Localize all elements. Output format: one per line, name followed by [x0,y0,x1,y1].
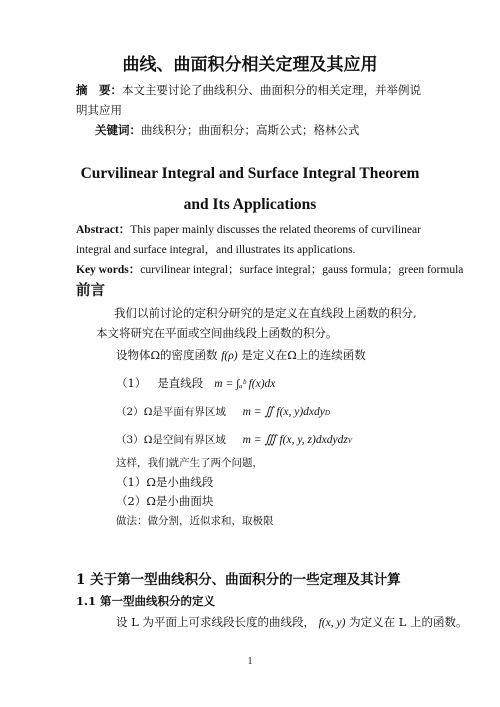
case-1 [116,375,275,391]
chinese-keywords-text: 曲线积分；曲面积分；高斯公式；格林公式 [141,123,360,137]
case-1-label: （1） [116,376,147,390]
case-3-formula: m = ∭ f(x, y, z)dxdydz [242,434,348,446]
question-1: （1）Ω是小曲线段 [116,475,214,489]
english-keywords-label: Key words： [76,264,141,276]
definition-line [116,614,468,630]
questions-intro: 这样，我们就产生了两个问题， [116,457,263,469]
density-func: f(ρ) [221,350,238,362]
chinese-keywords [95,122,360,138]
chinese-abstract [76,80,422,120]
english-abstract [76,220,422,260]
chinese-abstract-label: 摘 要： [76,83,122,97]
english-keywords [76,261,463,277]
case-2-formula: m = ∬ f(x, y)dxdy [242,406,325,418]
case-2 [116,404,330,419]
english-abstract-label: Abstract： [76,224,131,236]
foreword-paragraph: 我们以前讨论的定积分研究的是定义在直线段上函数的积分,本文将研究在平面或空间曲线段上函数的积分。 [96,306,417,340]
question-2: （2）Ω是小曲面块 [116,494,214,508]
definition-func: f(x, y) [318,617,346,629]
chapter-1-heading: 1 关于第一型曲线积分、曲面积分的一些定理及其计算 [76,572,401,588]
chinese-keywords-label: 关键词： [95,123,141,137]
density-pre: 设物体Ω的密度函数 [116,348,218,362]
case-2-label: （2） [116,406,144,418]
chinese-abstract-text: 本文主要讨论了曲线积分、曲面积分的相关定理，并举例说明其应用 [76,83,421,117]
density-post: 是定义在Ω上的连续函数 [241,348,366,362]
case-2-lower-limit: D [324,409,330,417]
case-3 [116,432,352,447]
definition-post: 为定义在 L 上的函数。 [349,615,468,629]
case-3-lower-limit: V [347,437,353,445]
english-title-line1: Curvilinear Integral and Surface Integral Theorem [80,165,420,182]
case-1-formula: m = ∫ₐᵇ f(x)dx [214,378,276,390]
method-line: 做法：做分割，近似求和，取极限 [116,515,274,527]
density-line [116,347,366,363]
chinese-title: 曲线、曲面积分相关定理及其应用 [122,55,378,75]
english-title-line2: and Its Applications [183,196,317,213]
page-number: 1 [247,656,253,667]
case-3-text: Ω是空间有界区域 [143,434,226,446]
case-3-label: （3） [116,434,144,446]
section-1-1-heading: 1.1 第一型曲线积分的定义 [76,594,216,608]
english-abstract-text: This paper mainly discusses the related theorems of curvilinear integral and surface integral，and illustrates its applications. [76,224,421,256]
section-foreword-heading: 前言 [76,282,105,299]
definition-pre: 设 L 为平面上可求线段长度的曲线段， [116,615,315,629]
english-keywords-text: curvilinear integral；surface integral；gauss formula；green formula [140,264,464,276]
case-2-text: Ω是平面有界区域 [143,406,226,418]
case-1-text: 是直线段 [157,376,204,390]
